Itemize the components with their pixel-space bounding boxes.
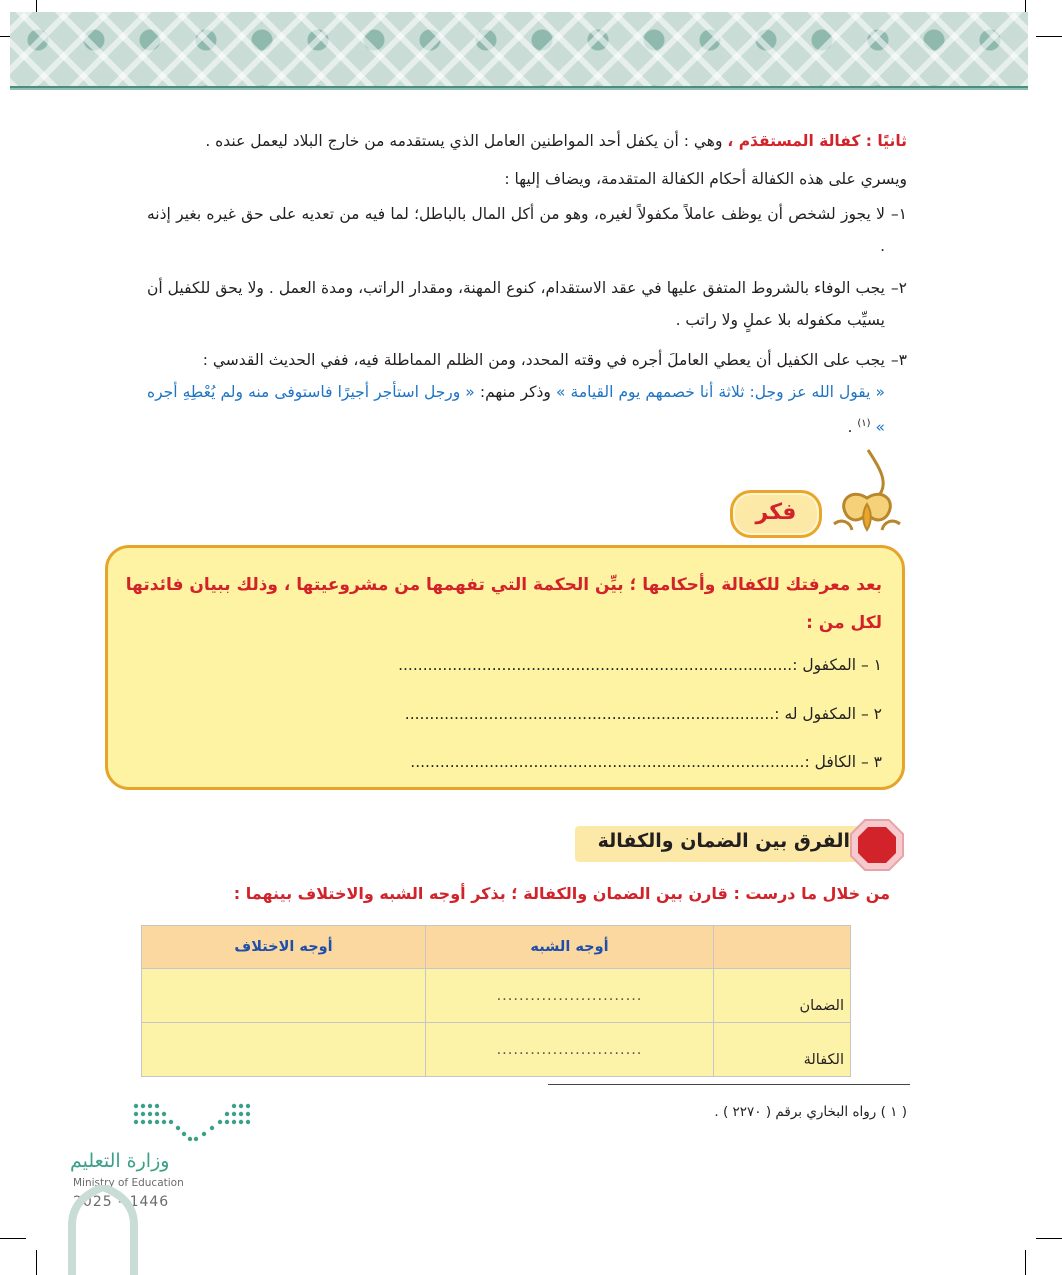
footnote-divider <box>548 1084 910 1085</box>
header-cell: أوجه الاختلاف <box>142 926 426 969</box>
rule-number: ٢– <box>890 279 907 297</box>
think-ornament-icon <box>828 448 906 544</box>
compare-question: من خلال ما درست : قارن بين الضمان والكفالة ؛ بذكر أوجه الشبه والاختلاف بينهما : <box>233 884 890 903</box>
answer-dots: ........................................................................... <box>404 705 775 723</box>
footnote: ( ١ ) رواه البخاري برقم ( ٢٢٧٠ ) . <box>714 1104 907 1120</box>
think-answer-line <box>122 753 882 771</box>
table-row <box>142 1023 851 1077</box>
think-badge: فكر <box>730 490 822 538</box>
ministry-logo-icon <box>130 1102 255 1144</box>
ministry-name-arabic: وزارة التعليم <box>70 1150 170 1172</box>
ministry-name-english: Ministry of Education <box>73 1177 184 1189</box>
rule-item <box>147 344 907 376</box>
section-title: الفرق بين الضمان والكفالة <box>597 830 850 852</box>
similar-cell[interactable]: .......................... <box>426 969 714 1023</box>
header-cell: أوجه الشبه <box>426 926 714 969</box>
crop-mark <box>0 1238 26 1239</box>
think-answer-line <box>122 656 882 674</box>
header-divider <box>10 88 1028 90</box>
rule-text: يجب الوفاء بالشروط المتفق عليها في عقد الاستقدام، كنوع المهنة، ومقدار الراتب، ومدة العمل . ولا يحق للكفيل أن يسيِّب مكفوله بلا عملٍ ولا راتب . <box>147 279 885 329</box>
section-heading <box>575 818 905 872</box>
similar-cell[interactable]: .......................... <box>426 1023 714 1077</box>
row-label: الكفالة <box>714 1023 851 1077</box>
think-item-label: ١ – المكفول : <box>792 656 882 674</box>
hadith-end: . <box>847 418 853 437</box>
hadith-quote <box>147 376 907 443</box>
crop-mark <box>1025 1250 1026 1275</box>
rule-number: ١– <box>890 205 907 223</box>
think-answer-line <box>122 705 882 723</box>
footnote-ref: (١) <box>857 418 871 429</box>
rule-text: يجب على الكفيل أن يعطي العاملَ أجره في وقته المحدد، ومن الظلم المماطلة فيه، ففي الحديث القدسي : <box>202 351 885 369</box>
rule-item <box>147 272 907 336</box>
hadith-connector: وذكر منهم: <box>479 383 551 401</box>
table-row <box>142 969 851 1023</box>
crop-mark <box>1036 1238 1062 1239</box>
comparison-table <box>141 925 851 1077</box>
crop-mark <box>1036 36 1062 37</box>
header-banner <box>10 12 1028 89</box>
hadith-part-one: « يقول الله عز وجل: ثلاثة أنا خصمهم يوم القيامة » <box>555 383 885 401</box>
section-two-lead <box>117 128 907 154</box>
think-question: بعد معرفتك للكفالة وأحكامها ؛ بيِّن الحكمة التي تفهمها من مشروعيتها ، وذلك ببيان فائدتها لكل من : <box>125 575 882 633</box>
table-header-row <box>142 926 851 969</box>
different-cell[interactable] <box>142 969 426 1023</box>
think-item-label: ٣ – الكافل : <box>804 753 882 771</box>
answer-dots: ................................................................................ <box>398 656 793 674</box>
crop-mark <box>36 1250 37 1275</box>
octagon-emblem-icon <box>849 818 905 872</box>
rule-number: ٣– <box>890 351 907 369</box>
think-box <box>105 545 905 790</box>
section-two-intro: ويسري على هذه الكفالة أحكام الكفالة المتقدمة، ويضاف إليها : <box>504 170 907 188</box>
rule-text: لا يجوز لشخص أن يوظف عاملاً مكفولاً لغيره، وهو من أكل المال بالباطل؛ لما فيه من تعديه على حق غيره بغير إذنه . <box>147 205 885 255</box>
section-two-definition: وهي : أن يكفل أحد المواطنين العامل الذي يستقدمه من خارج البلاد ليعمل عنده . <box>205 132 723 150</box>
section-two-title: ثانيًا : كفالة المستقدَم ، <box>727 132 907 150</box>
header-cell <box>714 926 851 969</box>
answer-dots: ................................................................................ <box>410 753 805 771</box>
ministry-year: 2025 - 1446 <box>73 1194 170 1210</box>
different-cell[interactable] <box>142 1023 426 1077</box>
row-label: الضمان <box>714 969 851 1023</box>
think-item-label: ٢ – المكفول له : <box>774 705 882 723</box>
hadith-part-two: « ورجل استأجر أجيرًا فاستوفى منه ولم يُعْطِهِ أجره » <box>147 383 885 437</box>
arch-decoration-icon <box>68 1185 138 1275</box>
rule-item <box>147 198 907 262</box>
